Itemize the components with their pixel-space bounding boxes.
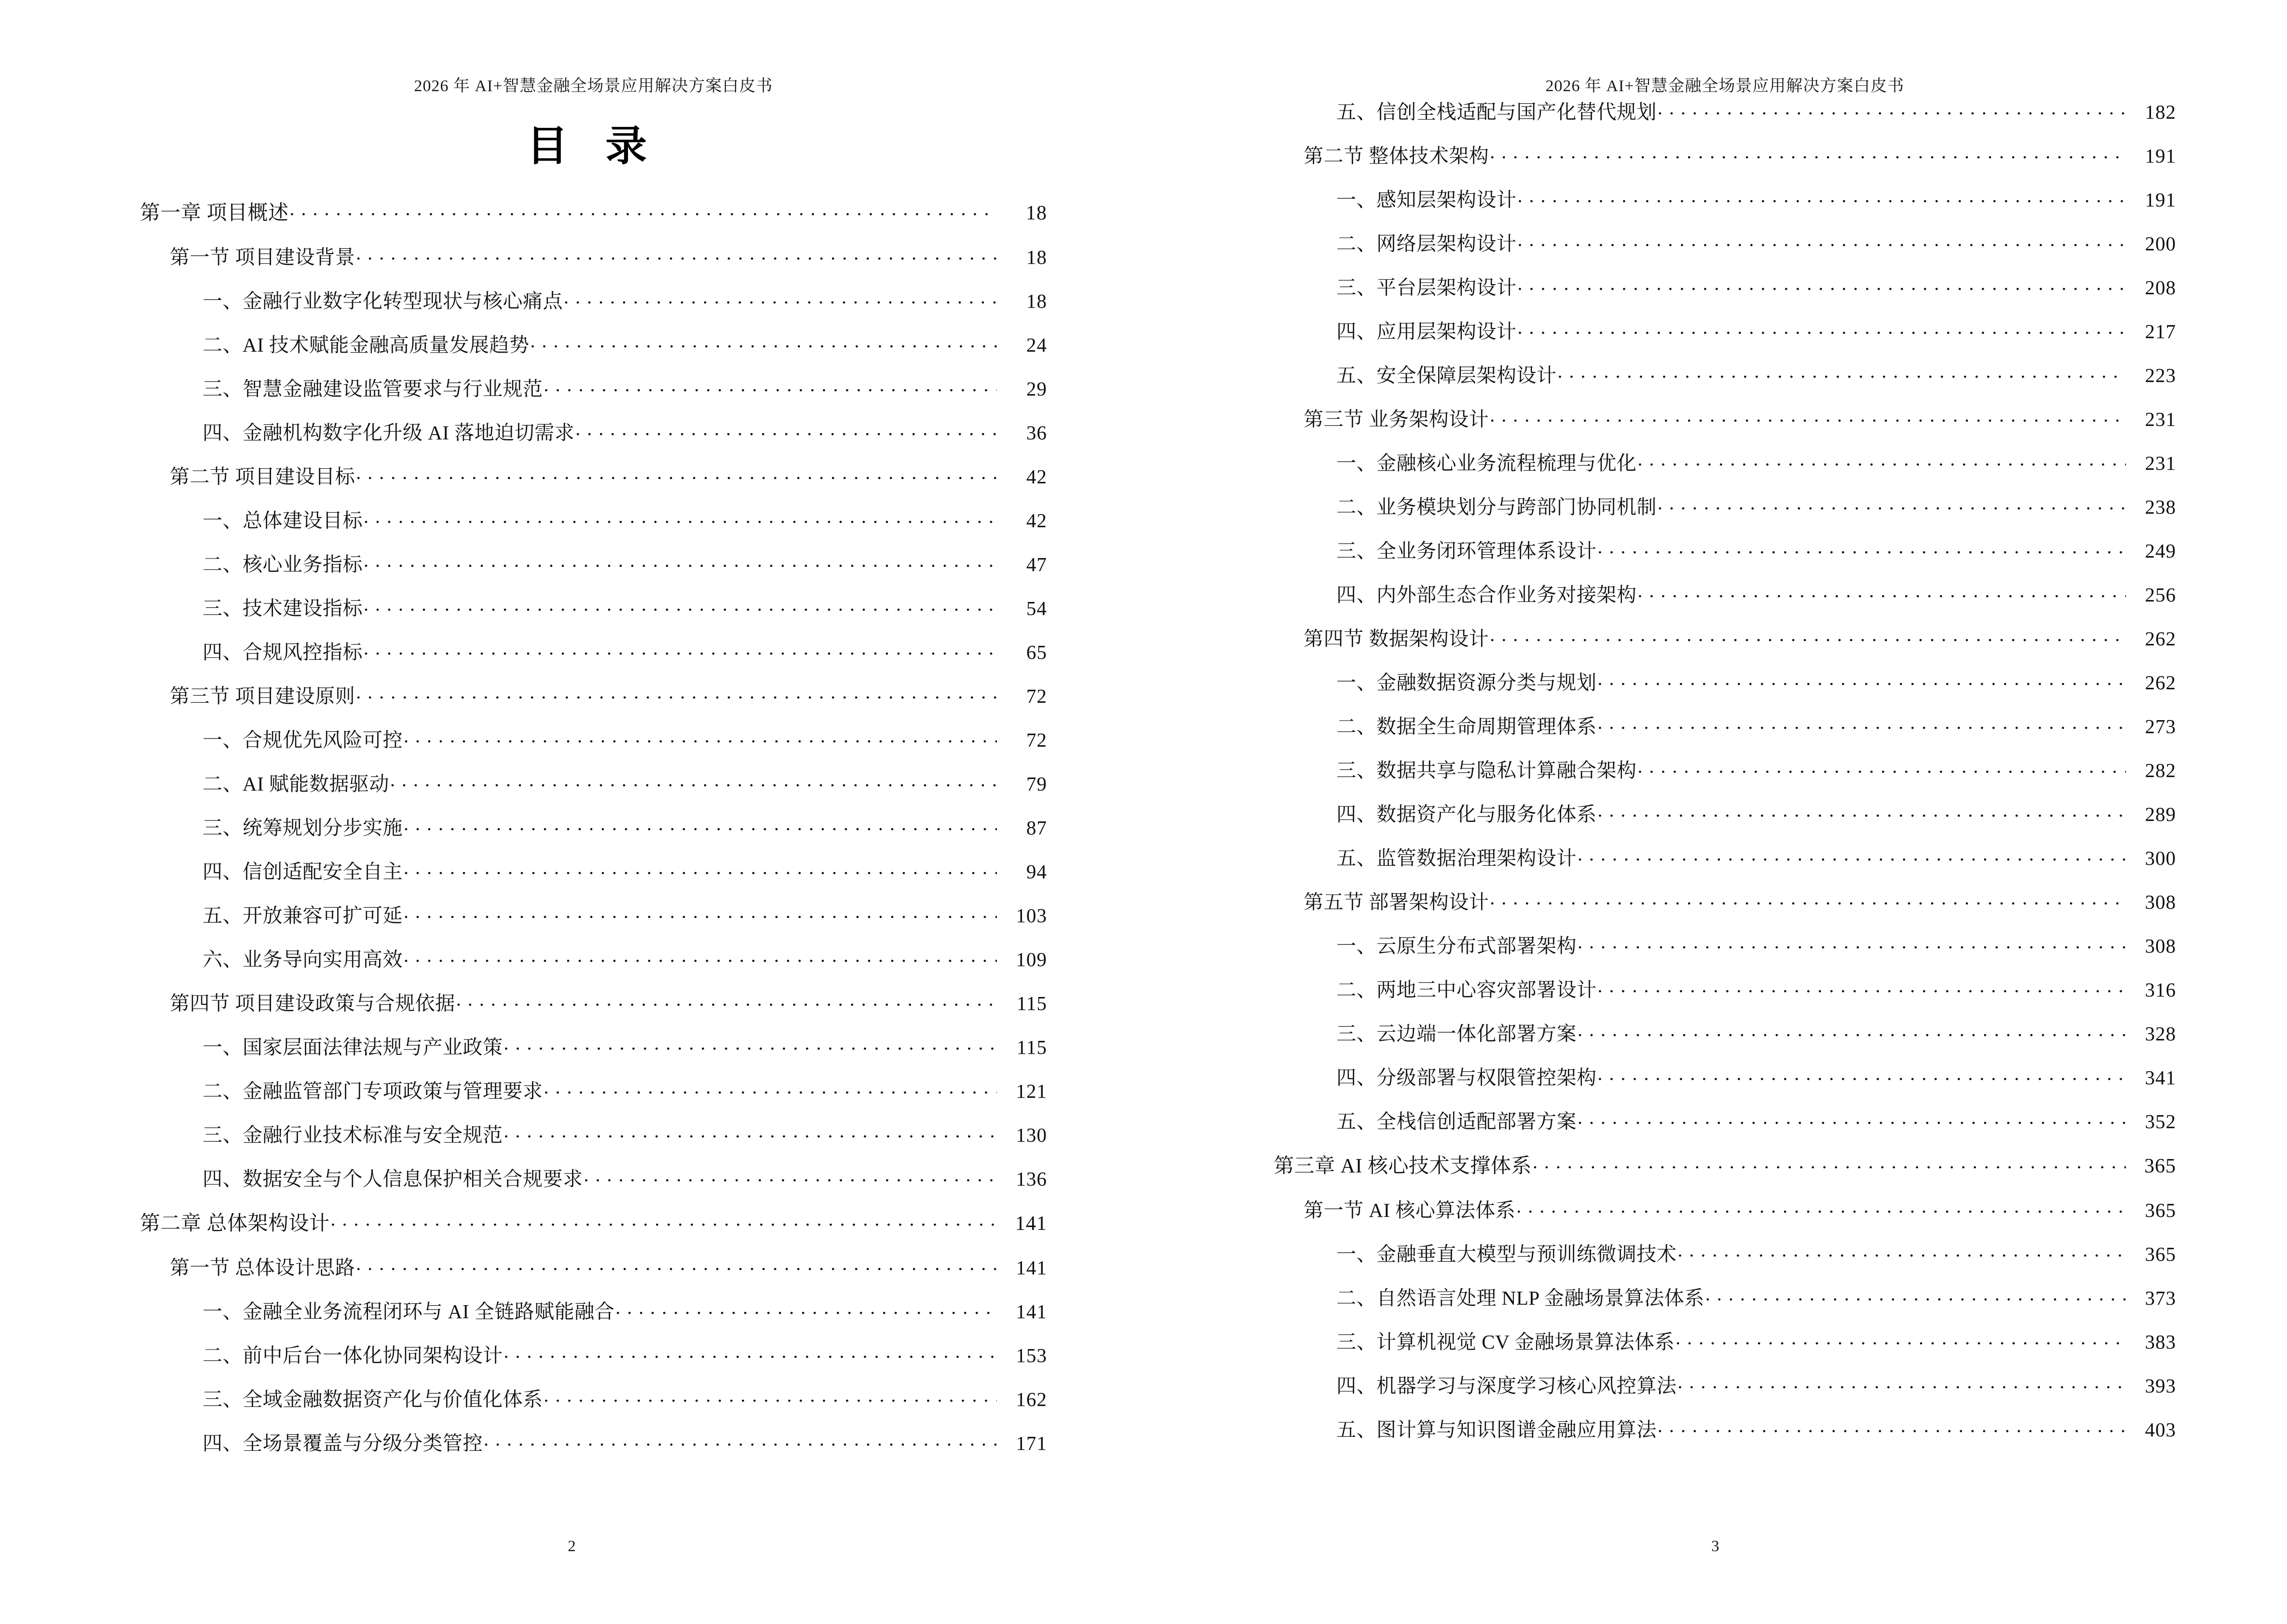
toc-leader-dots (1518, 231, 2126, 250)
toc-leader-dots (1518, 274, 2126, 294)
toc-entry-page-number: 29 (1026, 378, 1047, 400)
toc-entry-label: 第三章 AI 核心技术支撑体系 (1274, 1155, 1532, 1177)
toc-leader-dots (364, 639, 997, 659)
toc-entry-page-number: 200 (2145, 232, 2176, 255)
toc-leader-dots (1518, 318, 2126, 338)
toc-entry-item[interactable] (203, 1166, 1047, 1189)
toc-entry-page-number: 365 (2145, 1199, 2176, 1221)
toc-leader-dots (1578, 933, 2126, 953)
toc-entry-item[interactable] (203, 902, 1047, 926)
toc-entry-page-number: 231 (2145, 452, 2176, 474)
toc-entry-page-number: 238 (2145, 496, 2176, 518)
toc-leader-dots (504, 1342, 997, 1362)
toc-entry-label: 第一节 总体设计思路 (170, 1256, 355, 1279)
toc-leader-dots (364, 507, 997, 527)
toc-entry-label: 二、两地三中心容灾部署设计 (1336, 979, 1597, 1001)
toc-entry-label: 四、金融机构数字化升级 AI 落地迫切需求 (203, 422, 575, 444)
toc-entry-page-number: 72 (1026, 685, 1047, 707)
toc-entry-item[interactable] (203, 332, 1047, 355)
toc-entry-item[interactable] (203, 1386, 1047, 1409)
toc-leader-dots (1533, 1152, 2126, 1173)
toc-entry-page-number: 341 (2145, 1066, 2176, 1089)
toc-entry-page-number: 373 (2145, 1287, 2176, 1309)
toc-leader-dots (1578, 1021, 2126, 1040)
toc-entry-page-number: 141 (1015, 1213, 1047, 1235)
toc-leader-dots (1490, 889, 2126, 909)
toc-entry-page-number: 141 (1016, 1256, 1047, 1279)
toc-entry-item[interactable] (1336, 450, 2176, 473)
toc-entry-label: 四、内外部生态合作业务对接架构 (1336, 584, 1637, 606)
toc-entry-page-number: 182 (2145, 101, 2176, 123)
toc-leader-dots (290, 199, 997, 219)
toc-entry-page-number: 162 (1016, 1388, 1047, 1410)
toc-leader-dots (615, 1298, 997, 1318)
toc-entry-chapter[interactable] (140, 1210, 1047, 1234)
toc-entry-item[interactable] (203, 1298, 1047, 1322)
toc-entry-label: 二、前中后台一体化协同架构设计 (203, 1344, 503, 1366)
toc-entry-page-number: 352 (2145, 1110, 2176, 1133)
toc-entry-page-number: 308 (2145, 891, 2176, 913)
toc-leader-dots (544, 1386, 997, 1406)
toc-entry-label: 二、业务模块划分与跨部门协同机制 (1336, 496, 1657, 518)
toc-entry-page-number: 191 (2145, 189, 2176, 211)
toc-leader-dots (1638, 450, 2126, 470)
toc-entry-item[interactable] (1336, 362, 2176, 385)
toc-entry-page-number: 308 (2145, 935, 2176, 957)
toc-entry-label: 二、AI 赋能数据驱动 (203, 773, 390, 795)
toc-entry-item[interactable] (203, 815, 1047, 838)
toc-entry-page-number: 289 (2145, 803, 2176, 825)
toc-entry-page-number: 72 (1026, 729, 1047, 751)
toc-leader-dots (1638, 582, 2126, 601)
toc-entry-item[interactable] (1336, 669, 2176, 693)
toc-leader-dots (1578, 1108, 2126, 1128)
running-head-right: 2026 年 AI+智慧金融全场景应用解决方案白皮书 (1545, 77, 1905, 95)
toc-entry-item[interactable] (203, 1078, 1047, 1101)
toc-entry-label: 第三节 项目建设原则 (170, 685, 355, 707)
toc-entry-page-number: 365 (2145, 1243, 2176, 1265)
toc-entry-item[interactable] (1336, 1285, 2176, 1308)
toc-leader-dots (484, 1430, 997, 1450)
toc-entry-label: 第三节 业务架构设计 (1304, 408, 1489, 430)
toc-entry-page-number: 87 (1026, 817, 1047, 839)
toc-entry-label: 二、数据全生命周期管理体系 (1336, 715, 1597, 737)
toc-entry-item[interactable] (1336, 494, 2176, 517)
toc-entry-item[interactable] (1336, 801, 2176, 824)
toc-entry-page-number: 47 (1026, 553, 1047, 575)
toc-entry-label: 五、开放兼容可扩可延 (203, 904, 403, 927)
toc-entry-section[interactable] (170, 1255, 1047, 1278)
toc-leader-dots (404, 727, 997, 747)
toc-leader-dots (404, 902, 997, 922)
toc-list-left (140, 199, 1047, 1453)
toc-leader-dots (544, 376, 997, 396)
toc-leader-dots (1516, 1197, 2126, 1217)
toc-leader-dots (1598, 801, 2126, 821)
toc-entry-page-number: 115 (1017, 1036, 1047, 1058)
toc-entry-page-number: 65 (1026, 641, 1047, 663)
toc-entry-page-number: 141 (1016, 1300, 1047, 1323)
toc-entry-page-number: 115 (1017, 992, 1047, 1014)
toc-entry-item[interactable] (203, 288, 1047, 311)
toc-entry-page-number: 18 (1026, 202, 1047, 224)
toc-entry-item[interactable] (203, 771, 1047, 794)
toc-entry-item[interactable] (203, 595, 1047, 618)
toc-entry-page-number: 208 (2145, 276, 2176, 299)
toc-entry-item[interactable] (1336, 1108, 2176, 1132)
toc-entry-label: 三、平台层架构设计 (1336, 276, 1517, 299)
toc-entry-page-number: 249 (2145, 540, 2176, 562)
toc-entry-label: 四、合规风控指标 (203, 641, 363, 663)
toc-entry-label: 五、安全保障层架构设计 (1336, 364, 1557, 386)
toc-entry-page-number: 300 (2145, 847, 2176, 869)
toc-entry-item[interactable] (203, 1122, 1047, 1145)
toc-leader-dots (1598, 669, 2126, 689)
toc-entry-label: 二、AI 技术赋能金融高质量发展趋势 (203, 334, 530, 356)
toc-entry-label: 一、金融数据资源分类与规划 (1336, 671, 1597, 694)
toc-entry-page-number: 365 (2144, 1155, 2176, 1177)
toc-entry-item[interactable] (203, 1034, 1047, 1057)
toc-entry-label: 一、合规优先风险可控 (203, 729, 403, 751)
toc-leader-dots (1518, 187, 2126, 206)
toc-entry-label: 三、云边端一体化部署方案 (1336, 1023, 1577, 1045)
toc-entry-item[interactable] (1336, 757, 2176, 780)
toc-entry-label: 四、机器学习与深度学习核心风控算法 (1336, 1375, 1677, 1397)
toc-entry-label: 四、分级部署与权限管控架构 (1336, 1066, 1597, 1089)
toc-entry-item[interactable] (203, 507, 1047, 531)
toc-entry-page-number: 42 (1026, 465, 1047, 488)
toc-entry-item[interactable] (1336, 582, 2176, 605)
toc-entry-item[interactable] (203, 727, 1047, 750)
toc-entry-label: 五、全栈信创适配部署方案 (1336, 1110, 1577, 1133)
toc-leader-dots (1490, 406, 2126, 426)
toc-leader-dots (364, 595, 997, 615)
toc-entry-label: 一、金融全业务流程闭环与 AI 全链路赋能融合 (203, 1300, 615, 1323)
toc-entry-label: 一、云原生分布式部署架构 (1336, 935, 1577, 957)
toc-leader-dots (504, 1034, 997, 1054)
toc-entry-item[interactable] (203, 1430, 1047, 1453)
toc-entry-section[interactable] (1304, 626, 2176, 649)
toc-entry-page-number: 79 (1026, 773, 1047, 795)
toc-leader-dots (404, 859, 997, 878)
toc-entry-page-number: 282 (2145, 759, 2176, 781)
toc-entry-item[interactable] (1336, 1373, 2176, 1396)
toc-leader-dots (544, 1078, 997, 1098)
toc-entry-label: 一、总体建设目标 (203, 509, 363, 532)
toc-entry-label: 四、信创适配安全自主 (203, 860, 403, 883)
toc-entry-item[interactable] (203, 946, 1047, 969)
toc-entry-label: 三、统筹规划分步实施 (203, 817, 403, 839)
toc-entry-label: 一、金融垂直大模型与预训练微调技术 (1336, 1243, 1677, 1265)
toc-entry-label: 第五节 部署架构设计 (1304, 891, 1489, 913)
toc-entry-page-number: 262 (2145, 671, 2176, 694)
toc-entry-page-number: 231 (2145, 408, 2176, 430)
toc-leader-dots (1678, 1241, 2126, 1261)
toc-leader-dots (1598, 1064, 2126, 1084)
toc-entry-label: 第一节 AI 核心算法体系 (1304, 1199, 1516, 1221)
toc-entry-page-number: 191 (2145, 145, 2176, 167)
toc-leader-dots (356, 1255, 997, 1274)
toc-entry-page-number: 136 (1016, 1168, 1047, 1190)
toc-entry-label: 一、国家层面法律法规与产业政策 (203, 1036, 503, 1058)
toc-leader-dots (390, 771, 997, 791)
toc-entry-page-number: 383 (2145, 1331, 2176, 1353)
toc-leader-dots (575, 420, 997, 439)
toc-entry-item[interactable] (1336, 318, 2176, 341)
toc-entry-section[interactable] (170, 990, 1047, 1013)
toc-entry-label: 一、感知层架构设计 (1336, 189, 1517, 211)
toc-entry-page-number: 36 (1026, 422, 1047, 444)
toc-entry-label: 第二节 整体技术架构 (1304, 145, 1489, 167)
toc-entry-label: 二、金融监管部门专项政策与管理要求 (203, 1080, 543, 1102)
toc-entry-item[interactable] (203, 639, 1047, 662)
toc-leader-dots (1638, 757, 2126, 777)
toc-entry-page-number: 256 (2145, 584, 2176, 606)
toc-entry-label: 六、业务导向实用高效 (203, 948, 403, 970)
toc-entry-item[interactable] (203, 376, 1047, 399)
toc-entry-item[interactable] (1336, 1064, 2176, 1088)
toc-leader-dots (356, 683, 997, 703)
toc-entry-label: 第二节 项目建设目标 (170, 465, 355, 488)
toc-leader-dots (364, 551, 997, 571)
toc-leader-dots (404, 946, 997, 966)
toc-entry-chapter[interactable] (1274, 1152, 2176, 1176)
toc-entry-item[interactable] (1336, 538, 2176, 561)
toc-leader-dots (1658, 1417, 2126, 1436)
page-right (1144, 0, 2287, 1624)
toc-entry-page-number: 273 (2145, 715, 2176, 737)
toc-entry-section[interactable] (170, 683, 1047, 706)
toc-leader-dots (356, 464, 997, 483)
toc-entry-label: 三、智慧金融建设监管要求与行业规范 (203, 378, 543, 400)
toc-leader-dots (456, 990, 997, 1010)
toc-entry-page-number: 24 (1026, 334, 1047, 356)
toc-leader-dots (1658, 99, 2126, 119)
toc-entry-item[interactable] (1336, 1329, 2176, 1352)
toc-leader-dots (1578, 845, 2126, 865)
toc-entry-item[interactable] (1336, 274, 2176, 298)
toc-entry-section[interactable] (1304, 1197, 2176, 1220)
toc-leader-dots (1705, 1285, 2126, 1305)
toc-leader-dots (1658, 494, 2126, 514)
toc-entry-item[interactable] (1336, 231, 2176, 254)
toc-entry-page-number: 217 (2145, 320, 2176, 342)
toc-leader-dots (1675, 1329, 2126, 1349)
toc-entry-page-number: 103 (1016, 904, 1047, 927)
folio-left: 2 (568, 1538, 576, 1555)
toc-entry-label: 二、自然语言处理 NLP 金融场景算法体系 (1336, 1287, 1704, 1309)
toc-entry-page-number: 18 (1026, 290, 1047, 312)
folio-right: 3 (1711, 1538, 1719, 1555)
toc-entry-item[interactable] (1336, 1021, 2176, 1044)
toc-leader-dots (504, 1122, 997, 1142)
toc-entry-section[interactable] (1304, 889, 2176, 912)
toc-leader-dots (1598, 977, 2126, 996)
toc-entry-item[interactable] (203, 859, 1047, 882)
toc-entry-page-number: 109 (1016, 948, 1047, 970)
toc-entry-label: 五、信创全栈适配与国产化替代规划 (1336, 101, 1657, 123)
toc-entry-page-number: 153 (1016, 1344, 1047, 1366)
toc-entry-page-number: 94 (1026, 860, 1047, 883)
page-title: 目 录 (526, 123, 661, 169)
toc-leader-dots (1490, 143, 2126, 163)
toc-entry-section[interactable] (170, 244, 1047, 267)
toc-entry-label: 三、技术建设指标 (203, 597, 363, 619)
toc-entry-item[interactable] (203, 551, 1047, 574)
toc-entry-page-number: 223 (2145, 364, 2176, 386)
toc-entry-item[interactable] (1336, 187, 2176, 210)
toc-entry-chapter[interactable] (140, 199, 1047, 223)
toc-entry-label: 三、数据共享与隐私计算融合架构 (1336, 759, 1637, 781)
toc-entry-label: 三、全业务闭环管理体系设计 (1336, 540, 1597, 562)
toc-entry-page-number: 54 (1026, 597, 1047, 619)
toc-leader-dots (1598, 713, 2126, 733)
toc-entry-label: 第一节 项目建设背景 (170, 246, 355, 268)
toc-entry-page-number: 328 (2145, 1023, 2176, 1045)
toc-entry-page-number: 403 (2145, 1419, 2176, 1441)
toc-leader-dots (564, 288, 997, 308)
toc-entry-page-number: 130 (1016, 1124, 1047, 1146)
toc-entry-label: 五、监管数据治理架构设计 (1336, 847, 1577, 869)
toc-entry-label: 第四节 数据架构设计 (1304, 628, 1489, 650)
toc-entry-page-number: 393 (2145, 1375, 2176, 1397)
toc-leader-dots (1558, 362, 2126, 382)
toc-entry-section[interactable] (1304, 406, 2176, 429)
toc-entry-label: 一、金融行业数字化转型现状与核心痛点 (203, 290, 563, 312)
toc-entry-label: 四、数据安全与个人信息保护相关合规要求 (203, 1168, 583, 1190)
toc-entry-item[interactable] (1336, 845, 2176, 868)
toc-leader-dots (584, 1166, 997, 1186)
toc-entry-item[interactable] (203, 420, 1047, 443)
toc-entry-label: 四、全场景覆盖与分级分类管控 (203, 1432, 483, 1454)
toc-entry-label: 三、金融行业技术标准与安全规范 (203, 1124, 503, 1146)
toc-leader-dots (404, 815, 997, 834)
toc-entry-section[interactable] (170, 464, 1047, 487)
toc-entry-label: 五、图计算与知识图谱金融应用算法 (1336, 1419, 1657, 1441)
toc-entry-page-number: 42 (1026, 509, 1047, 532)
toc-entry-page-number: 121 (1016, 1080, 1047, 1102)
toc-entry-page-number: 171 (1016, 1432, 1047, 1454)
toc-entry-label: 三、计算机视觉 CV 金融场景算法体系 (1336, 1331, 1675, 1353)
toc-entry-item[interactable] (1336, 99, 2176, 122)
toc-entry-label: 第二章 总体架构设计 (140, 1213, 330, 1235)
toc-entry-label: 二、网络层架构设计 (1336, 232, 1517, 255)
toc-entry-label: 四、应用层架构设计 (1336, 320, 1517, 342)
toc-entry-item[interactable] (1336, 977, 2176, 1000)
toc-leader-dots (1598, 538, 2126, 558)
toc-entry-page-number: 18 (1026, 246, 1047, 268)
toc-entry-label: 二、核心业务指标 (203, 553, 363, 575)
toc-leader-dots (1678, 1373, 2126, 1392)
toc-entry-label: 三、全域金融数据资产化与价值化体系 (203, 1388, 543, 1410)
toc-list-right (1274, 99, 2176, 1440)
toc-entry-label: 四、数据资产化与服务化体系 (1336, 803, 1597, 825)
toc-leader-dots (356, 244, 997, 264)
toc-entry-page-number: 262 (2145, 628, 2176, 650)
toc-entry-page-number: 316 (2145, 979, 2176, 1001)
toc-entry-label: 第四节 项目建设政策与合规依据 (170, 992, 455, 1014)
toc-entry-label: 一、金融核心业务流程梳理与优化 (1336, 452, 1637, 474)
toc-leader-dots (1490, 626, 2126, 645)
toc-entry-item[interactable] (1336, 1417, 2176, 1440)
toc-leader-dots (531, 332, 997, 352)
toc-entry-item[interactable] (1336, 933, 2176, 956)
toc-entry-item[interactable] (203, 1342, 1047, 1365)
toc-leader-dots (331, 1210, 997, 1230)
toc-entry-item[interactable] (1336, 713, 2176, 737)
toc-entry-label: 第一章 项目概述 (140, 202, 289, 224)
running-head-left: 2026 年 AI+智慧金融全场景应用解决方案白皮书 (414, 77, 773, 95)
toc-entry-section[interactable] (1304, 143, 2176, 166)
toc-entry-item[interactable] (1336, 1241, 2176, 1264)
